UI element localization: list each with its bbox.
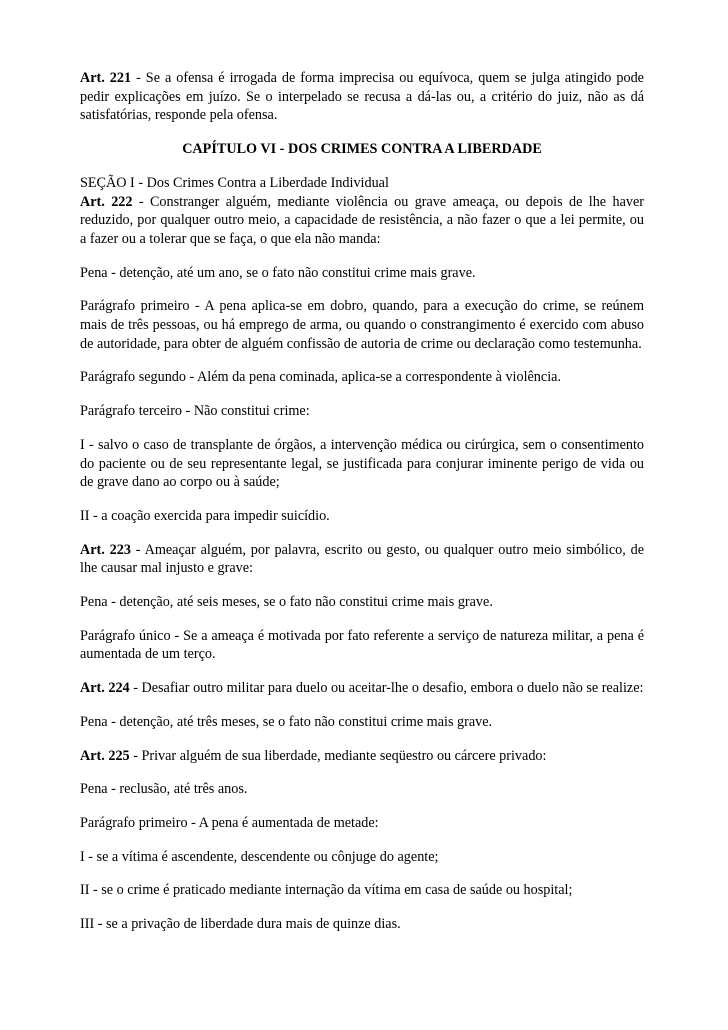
article-221 [80,69,644,125]
article-number: Art. 224 [80,680,130,697]
document-page [80,69,644,949]
article-224 [80,679,644,698]
article-223-penalty: Pena - detenção, até seis meses, se o fato não constitui crime mais grave. [80,594,493,611]
article-225-item-2: II - se o crime é praticado mediante internação da vítima em casa de saúde ou hospital; [80,882,573,899]
article-text: - Constranger alguém, mediante violência ou grave ameaça, ou depois de lhe haver reduzido, por qualquer outro meio, a capacidade de resistência, a não fazer o que a lei permite, ou a fazer ou a tolerar que se faça, o que ela não manda: [80,193,644,247]
article-222-item-1: I - salvo o caso de transplante de órgãos, a intervenção médica ou cirúrgica, sem o consentimento do paciente ou de seu representante legal, se justificada para conjurar iminente perigo de vida ou de grave dano ao corpo ou à saúde; [80,436,644,491]
article-number: Art. 222 [80,193,133,210]
chapter-heading: CAPÍTULO VI - DOS CRIMES CONTRA A LIBERDADE [182,141,542,158]
article-222-paragraph-3: Parágrafo terceiro - Não constitui crime: [80,403,310,420]
article-222-item-2: II - a coação exercida para impedir suicídio. [80,507,330,524]
article-224-penalty: Pena - detenção, até três meses, se o fato não constitui crime mais grave. [80,713,493,730]
article-text: - Desafiar outro militar para duelo ou aceitar-lhe o desafio, embora o duelo não se realize: [129,680,644,697]
article-225 [80,747,644,766]
article-225-item-1: I - se a vítima é ascendente, descendente ou cônjuge do agente; [80,848,439,865]
article-225-item-3: III - se a privação de liberdade dura mais de quinze dias. [80,916,401,933]
article-text: - Se a ofensa é irrogada de forma imprecisa ou equívoca, quem se julga atingido pode pedir explicações em juízo. Se o interpelado se recusa a dá-las ou, a critério do juiz, não as dá satisfatórias, responde pela ofensa. [80,70,644,124]
article-222-paragraph-2: Parágrafo segundo - Além da pena cominada, aplica-se a correspondente à violência. [80,369,561,386]
article-223 [80,541,644,578]
article-223-sole-paragraph: Parágrafo único - Se a ameaça é motivada por fato referente a serviço de natureza militar, a pena é aumentada de um terço. [80,627,644,663]
article-text: - Privar alguém de sua liberdade, mediante seqüestro ou cárcere privado: [129,747,547,764]
article-225-paragraph-1: Parágrafo primeiro - A pena é aumentada de metade: [80,814,379,831]
article-225-penalty: Pena - reclusão, até três anos. [80,781,248,798]
article-222 [80,193,644,249]
article-number: Art. 223 [80,541,131,558]
article-222-paragraph-1: Parágrafo primeiro - A pena aplica-se em dobro, quando, para a execução do crime, se reúnem mais de três pessoas, ou há emprego de arma, ou quando o constrangimento é exercido com abuso de autoridade, para obter de alguém confissão de autoria de crime ou declaração como testemunha. [80,298,644,352]
article-number: Art. 221 [80,70,132,86]
article-number: Art. 225 [80,747,130,764]
section-heading: SEÇÃO I - Dos Crimes Contra a Liberdade Individual [80,174,389,191]
article-222-penalty: Pena - detenção, até um ano, se o fato não constitui crime mais grave. [80,264,476,281]
article-text: - Ameaçar alguém, por palavra, escrito ou gesto, ou qualquer outro meio simbólico, de lhe causar mal injusto e grave: [80,541,644,577]
